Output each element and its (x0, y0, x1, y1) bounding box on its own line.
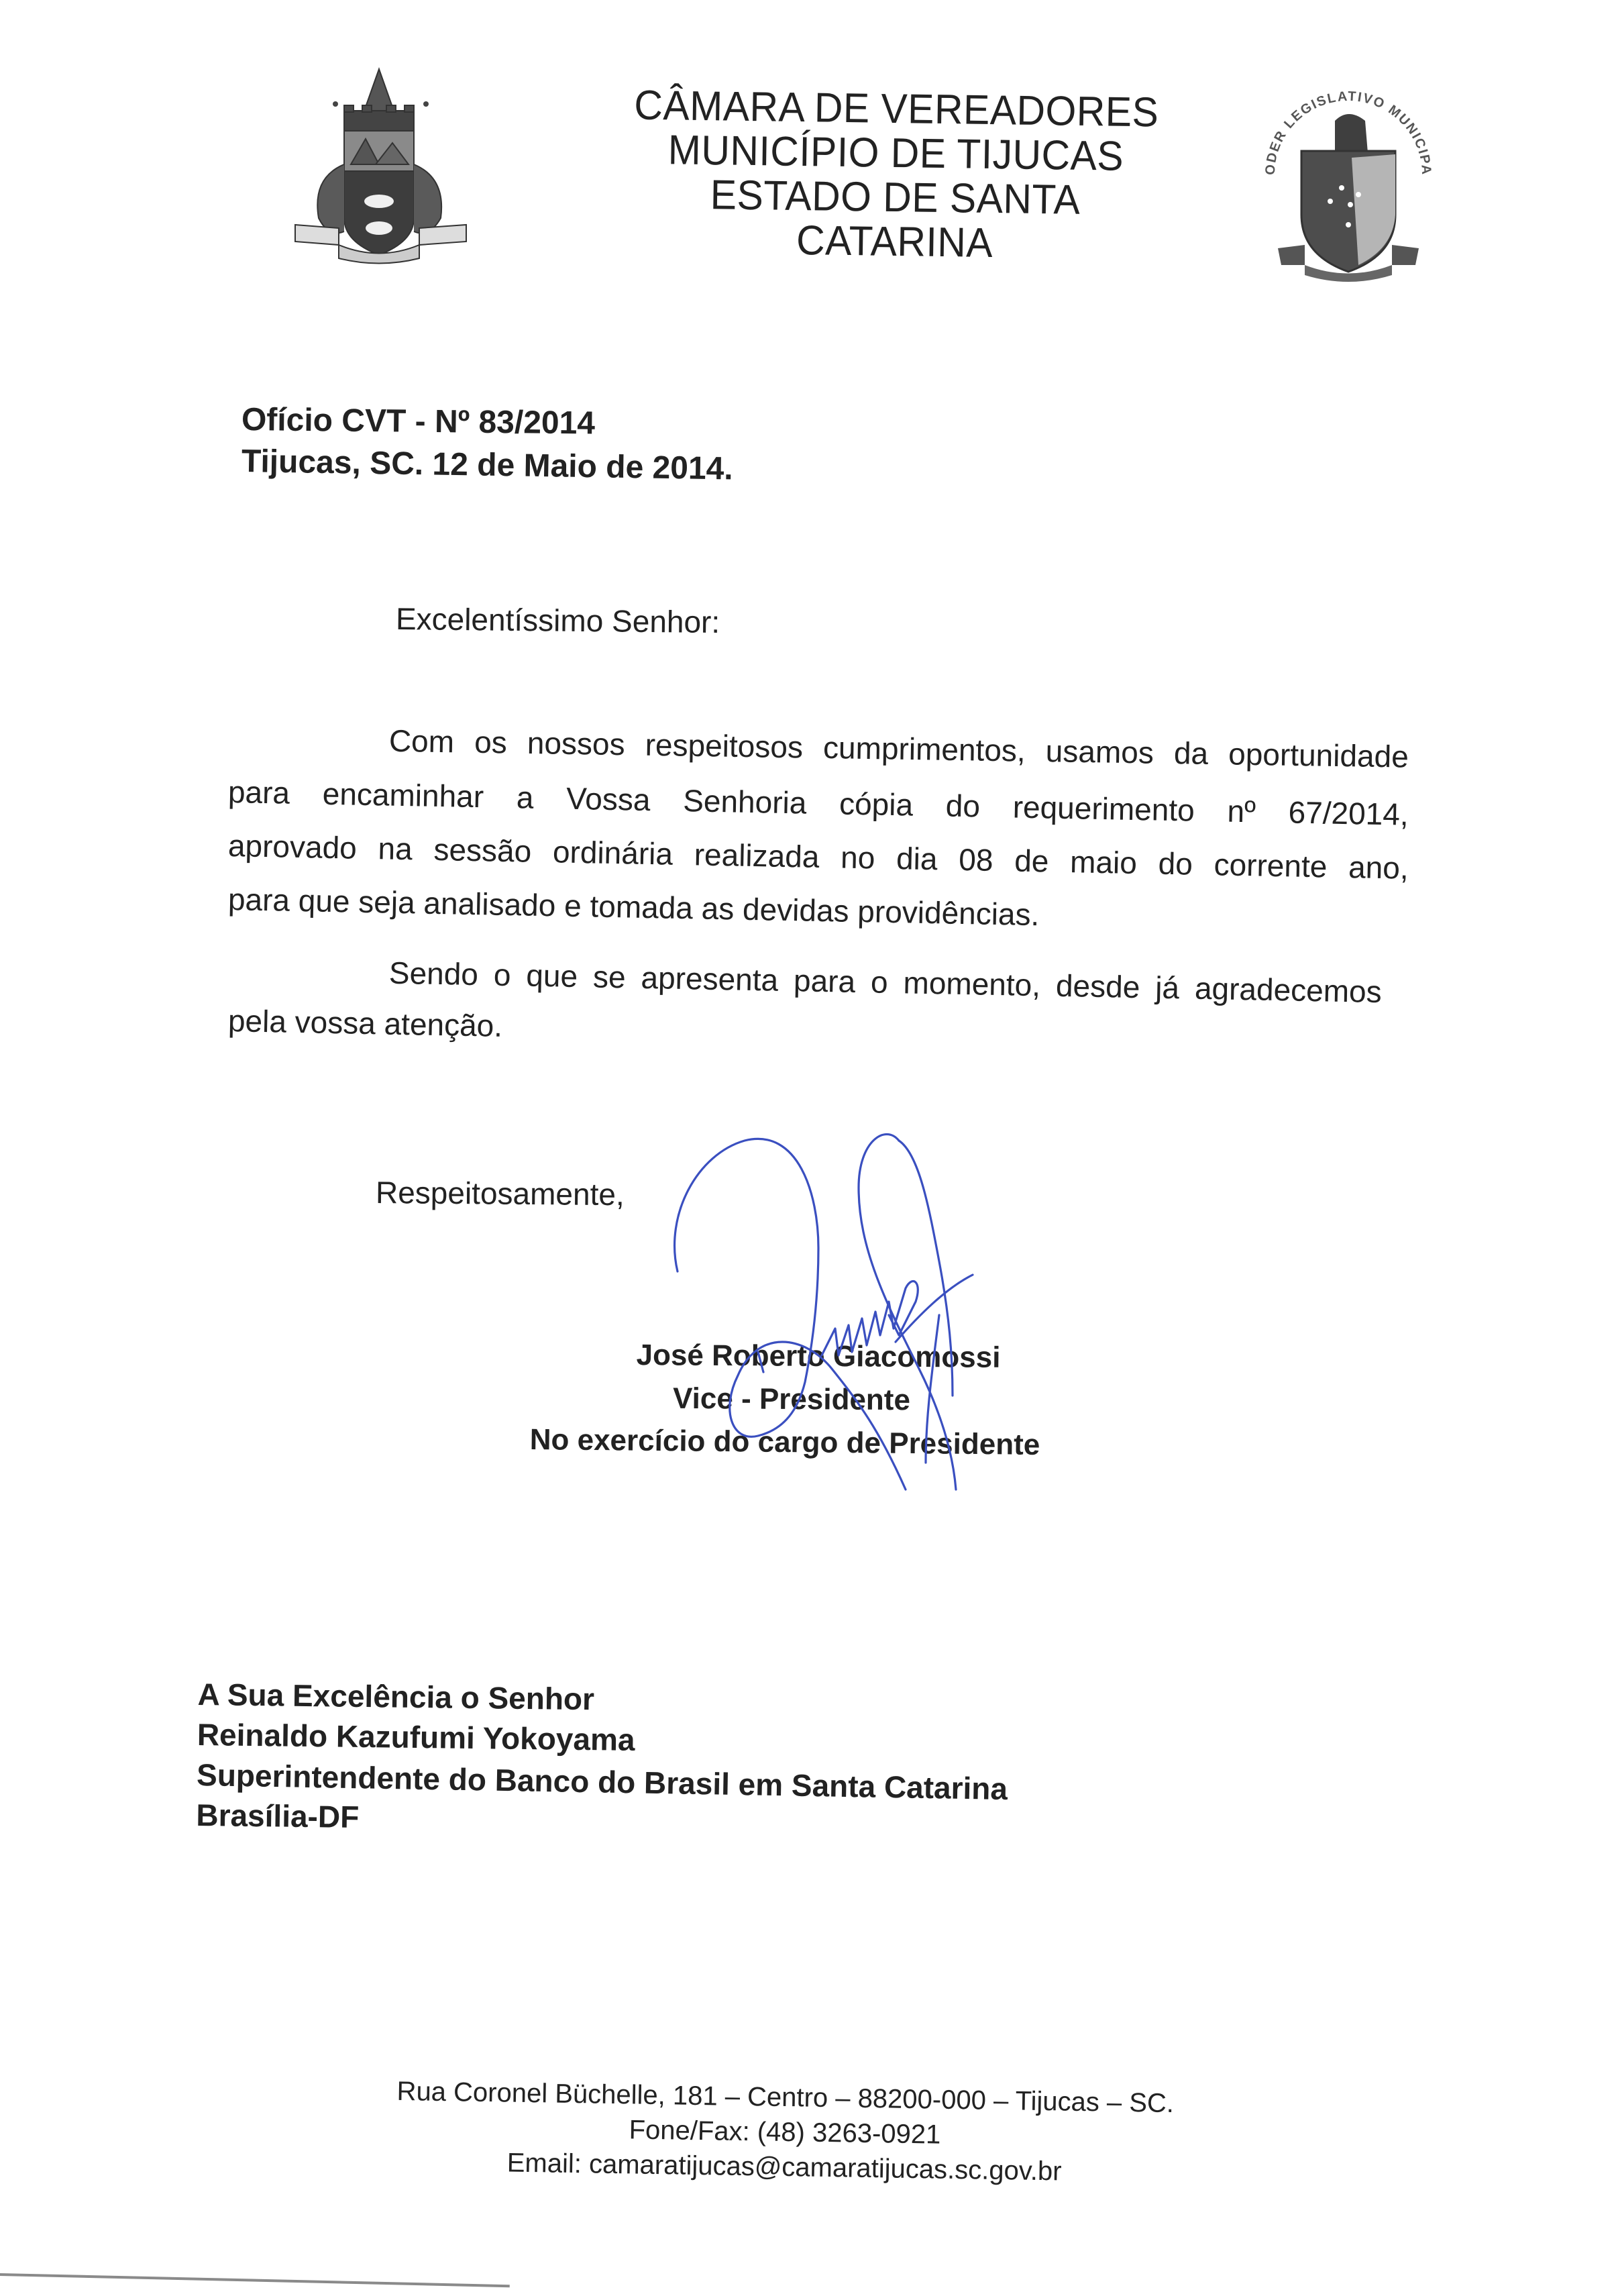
body-line: aprovado na sessão ordinária realizada no dia 08 de maio do corrente ano, (227, 828, 1409, 886)
header-line-state: ESTADO DE SANTA CATARINA (710, 172, 1081, 267)
reference-block (241, 399, 734, 487)
place-date: Tijucas, SC. 12 de Maio de 2014. (241, 443, 734, 487)
body-paragraph-1 (227, 721, 1409, 933)
oficio-number: Ofício CVT - Nº 83/2014 (241, 402, 596, 441)
body-line: para que seja analisado e tomada as devidas providências. (227, 882, 1040, 933)
institution-header (606, 83, 1185, 268)
footer-contact (362, 2073, 1208, 2191)
signatory-name: José Roberto Giacomossi (636, 1339, 1001, 1374)
recipient-line-salutation: A Sua Excelência o Senhor (197, 1676, 595, 1717)
seal-ring-text: ODER LEGISLATIVO MUNICIPA (1262, 89, 1434, 176)
recipient-location: Brasília-DF (196, 1797, 360, 1834)
body-line: Com os nossos respeitosos cumprimentos, usamos da oportunidade (388, 723, 1409, 774)
municipal-coat-of-arms (265, 64, 493, 265)
signatory-capacity: No exercício do cargo de Presidente (529, 1423, 1040, 1461)
recipient-title: Superintendente do Banco do Brasil em Santa Catarina (196, 1757, 1008, 1807)
recipient-name: Reinaldo Kazufumi Yokoyama (197, 1716, 635, 1757)
footer-address: Rua Coronel Büchelle, 181 – Centro – 88200-000 – Tijucas – SC. (396, 2076, 1175, 2119)
body-line: Sendo o que se apresenta para o momento, desde já agradecemos (388, 955, 1383, 1010)
scan-edge-line (0, 2273, 510, 2287)
header-line-municipality: MUNICÍPIO DE TIJUCAS (667, 127, 1124, 180)
body-line: pela vossa atenção. (227, 1003, 503, 1043)
recipient-block (196, 1674, 1009, 1845)
footer-email: Email: camaratijucas@camaratijucas.sc.gov.br (506, 2148, 1062, 2187)
signatory-role: Vice - Presidente (672, 1381, 911, 1417)
body-paragraph-2 (227, 953, 1383, 1043)
legislative-power-seal (1251, 74, 1446, 289)
footer-phone: Fone/Fax: (48) 3263-0921 (629, 2115, 941, 2150)
closing: Respeitosamente, (375, 1175, 625, 1212)
salutation: Excelentíssimo Senhor: (395, 601, 720, 640)
header-line-chamber: CÂMARA DE VEREADORES (633, 82, 1159, 136)
body-line: para encaminhar a Vossa Senhoria cópia do requerimento nº 67/2014, (227, 774, 1409, 832)
signatory-block (510, 1335, 1100, 1464)
